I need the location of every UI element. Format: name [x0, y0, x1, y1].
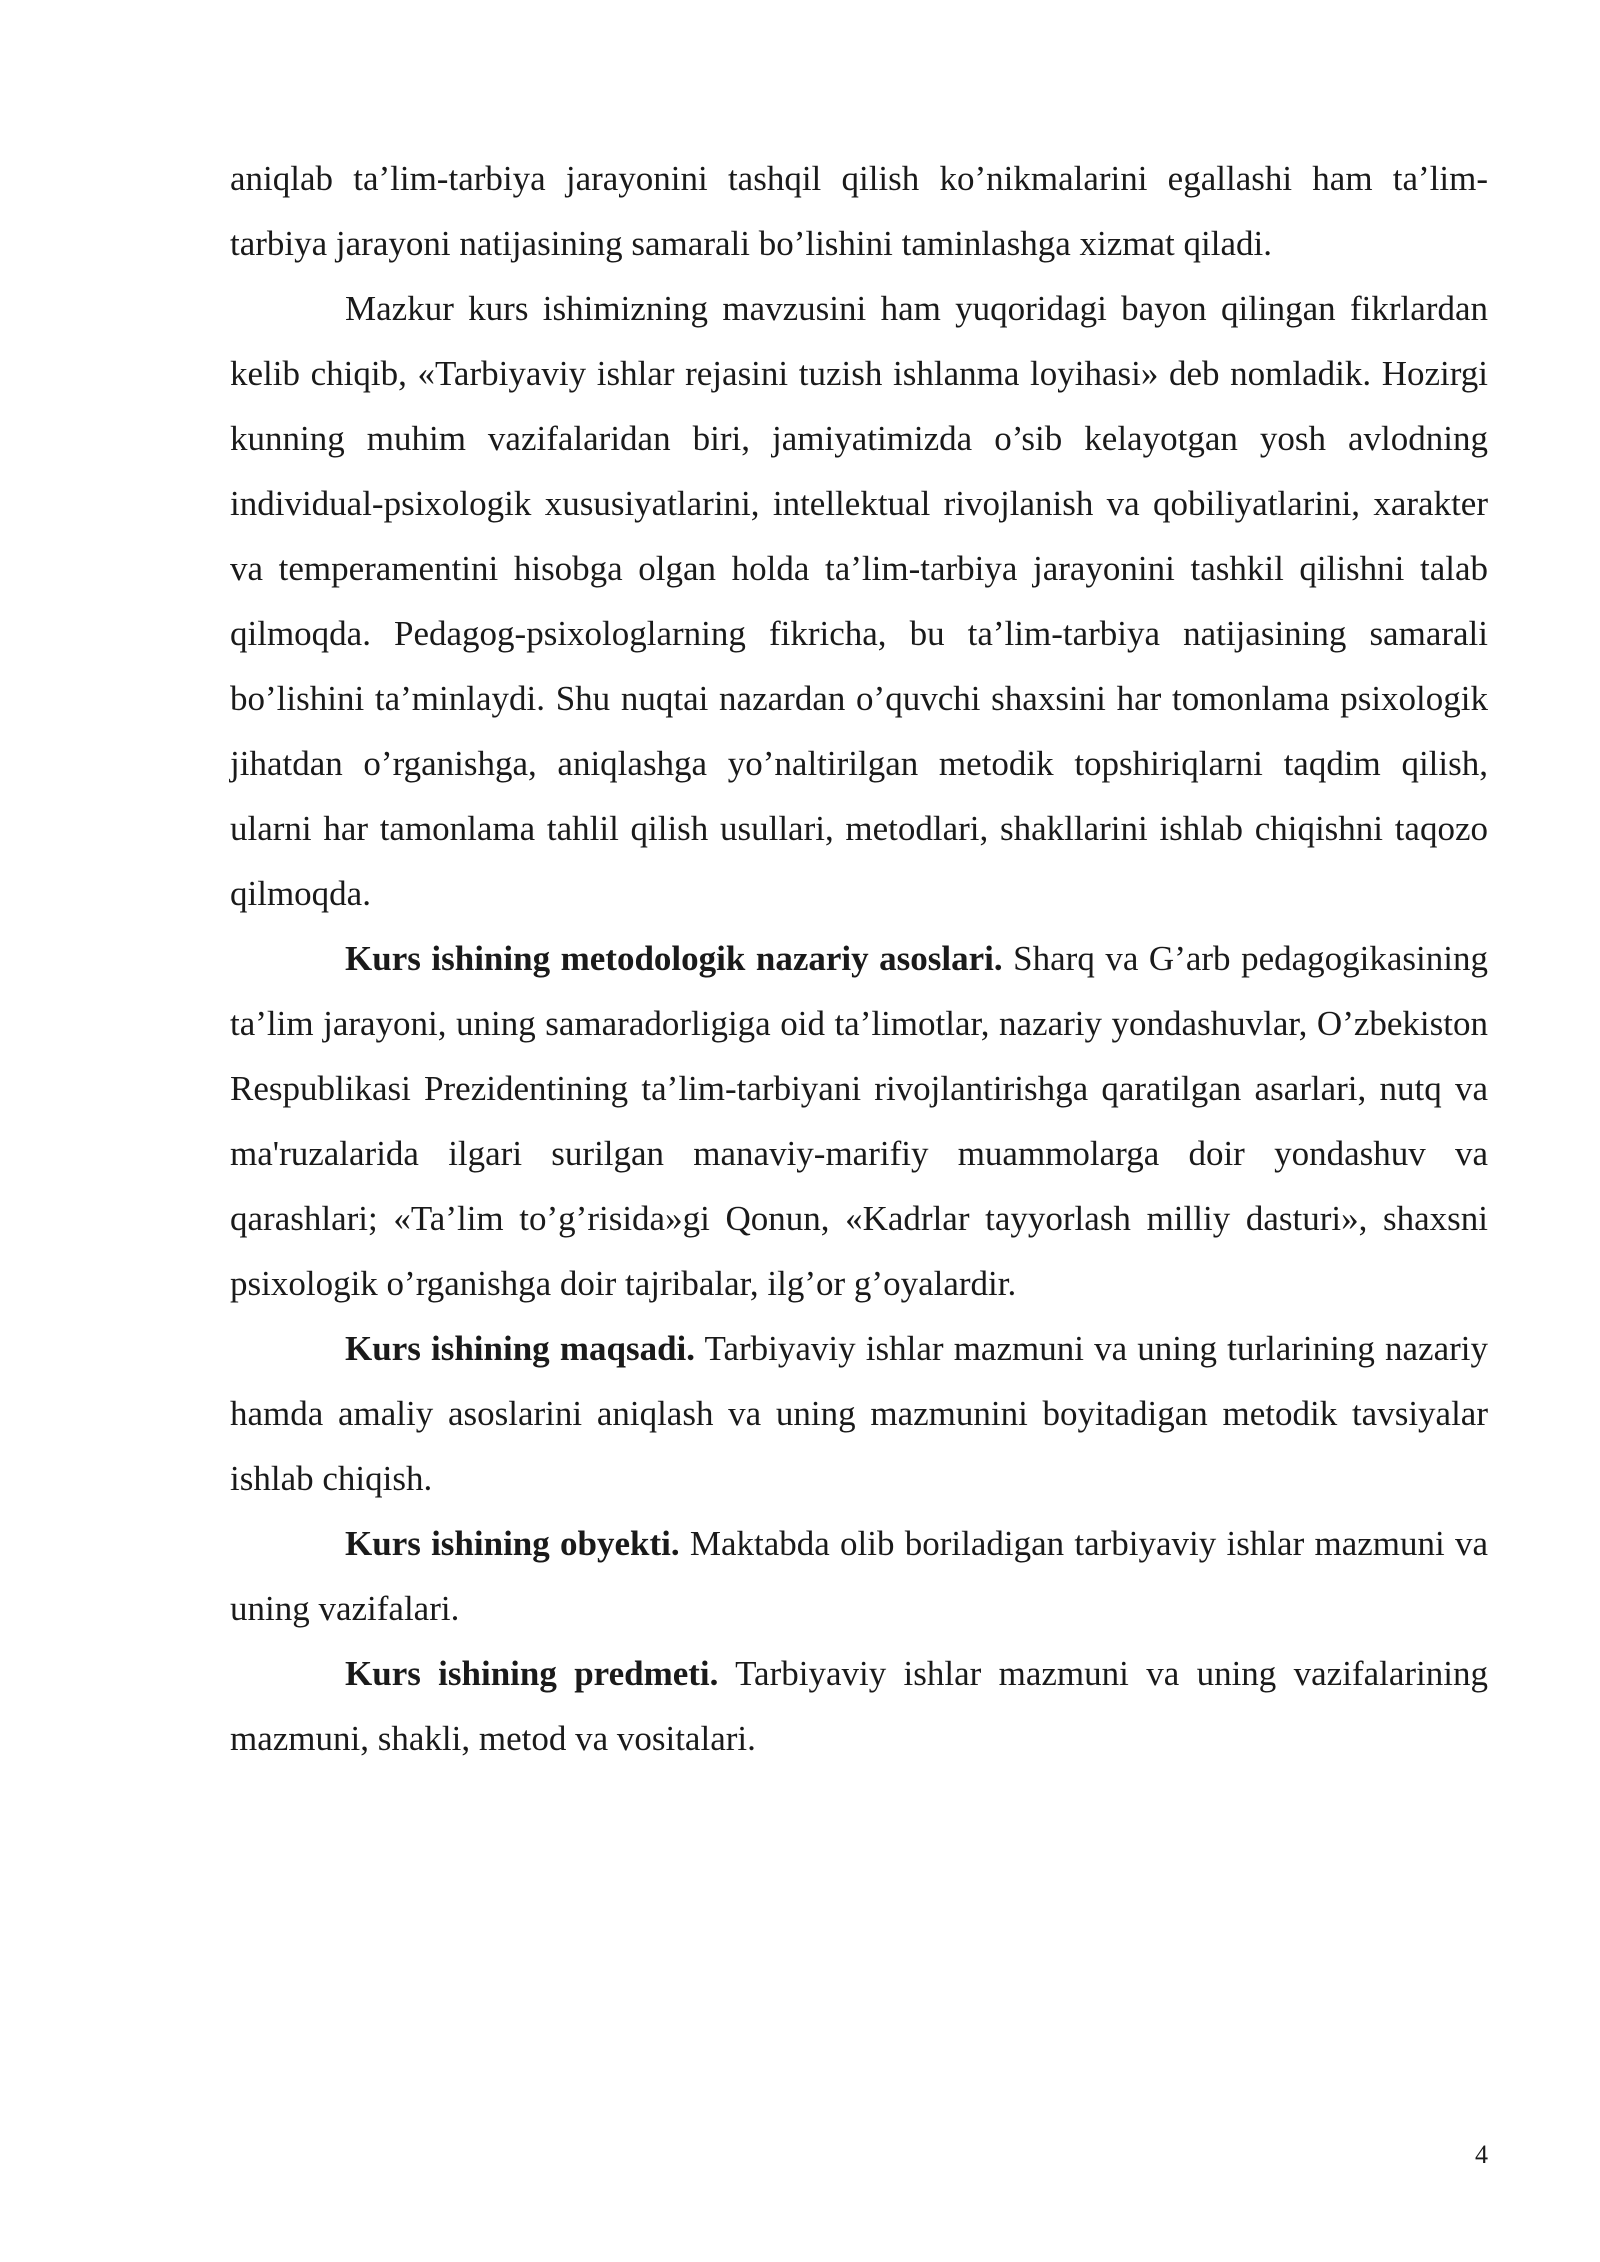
paragraph-text: Tarbiyaviy ishlar mazmuni va uning vazifalarining mazmuni, shakli, metod va vositalari. — [230, 1654, 1488, 1758]
paragraph-object — [230, 1511, 1488, 1641]
paragraph-continuation — [230, 146, 1488, 276]
paragraph-heading: Kurs ishining obyekti. — [345, 1524, 680, 1563]
paragraph-heading: Kurs ishining predmeti. — [345, 1654, 719, 1693]
paragraph-text: Sharq va G’arb pedagogikasining ta’lim jarayoni, uning samaradorligiga oid ta’limotlar, nazariy yondashuvlar, O’zbekiston Respublikasi Prezidentining ta’lim-tarbiyani rivojlantirishga qaratilgan asarlari, nutq va ma'ruzalarida ilgari surilgan manaviy-marifiy muammolarga doir yondashuv va qarashlari; «Ta’lim to’g’risida»gi Qonun, «Kadrlar tayyorlash milliy dasturi», shaxsni psixologik o’rganishga doir tajribalar, ilg’or g’oyalardir. — [230, 939, 1488, 1303]
paragraph-text: aniqlab ta’lim-tarbiya jarayonini tashqil qilish ko’nikmalarini egallashi ham ta’lim-tarbiya jarayoni natijasining samarali bo’lishini taminlashga xizmat qiladi. — [230, 159, 1488, 263]
paragraph-goal — [230, 1316, 1488, 1511]
document-page — [230, 146, 1488, 1771]
paragraph-course-topic — [230, 276, 1488, 926]
paragraph-text: Maktabda olib boriladigan tarbiyaviy ishlar mazmuni va uning vazifalari. — [230, 1524, 1488, 1628]
paragraph-text: Mazkur kurs ishimizning mavzusini ham yuqoridagi bayon qilingan fikrlardan kelib chiqib, «Tarbiyaviy ishlar rejasini tuzish ishlanma loyihasi» deb nomladik. Hozirgi kunning muhim vazifalaridan biri, jamiyatimizda o’sib kelayotgan yosh avlodning individual-psixologik xususiyatlarini, intellektual rivojlanish va qobiliyatlarini, xarakter va temperamentini hisobga olgan holda ta’lim-tarbiya jarayonini tashkil qilishni talab qilmoqda. Pedagog-psixologlarning fikricha, bu ta’lim-tarbiya natijasining samarali bo’lishini ta’minlaydi. Shu nuqtai nazardan o’quvchi shaxsini har tomonlama psixologik jihatdan o’rganishga, aniqlashga yo’naltirilgan metodik topshiriqlarni taqdim qilish, ularni har tamonlama tahlil qilish usullari, metodlari, shakllarini ishlab chiqishni taqozo qilmoqda. — [230, 289, 1488, 913]
paragraph-methodological-basis — [230, 926, 1488, 1316]
paragraph-heading: Kurs ishining maqsadi. — [345, 1329, 696, 1368]
page-number: 4 — [1475, 2140, 1488, 2169]
paragraph-heading: Kurs ishining metodologik nazariy asoslari. — [345, 939, 1003, 978]
paragraph-text: Tarbiyaviy ishlar mazmuni va uning turlarining nazariy hamda amaliy asoslarini aniqlash va uning mazmunini boyitadigan metodik tavsiyalar ishlab chiqish. — [230, 1329, 1488, 1498]
paragraph-subject — [230, 1641, 1488, 1771]
